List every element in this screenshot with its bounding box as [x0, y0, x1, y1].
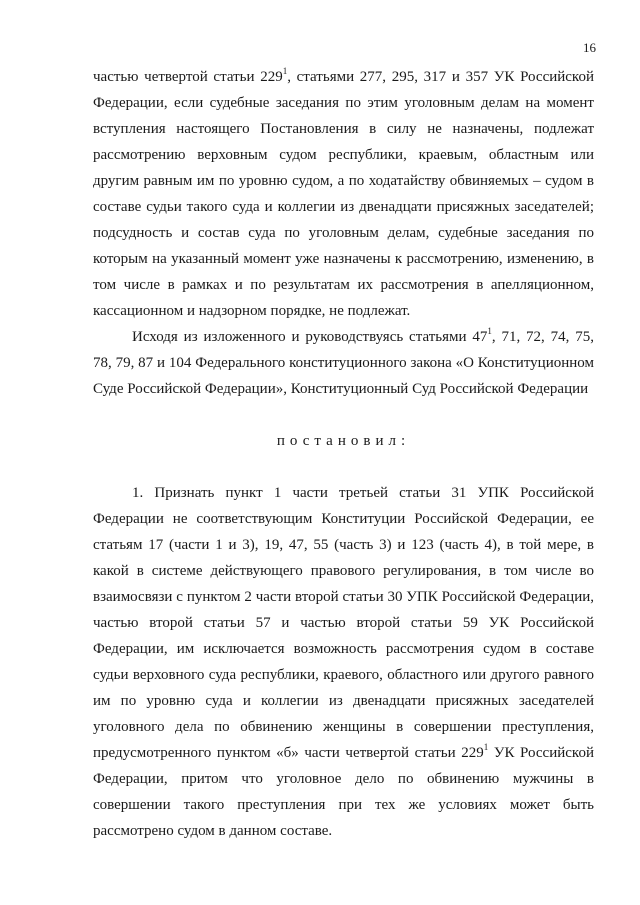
spacer — [93, 402, 594, 428]
text-segment: УК Российской Федерации, притом что уголовное дело по обвинению мужчины в совершении такого преступления при тех же условиях может быть рассмотрено судом в данном составе. — [93, 745, 594, 839]
decision-heading: постановил: — [276, 433, 411, 449]
text-segment: Исходя из изложенного и руководствуясь статьями 47 — [132, 329, 488, 345]
text-segment: , статьями 277, 295, 317 и 357 УК Российской Федерации, если судебные заседания по этим уголовным делам на момент вступления настоящего Постановления в силу не назначены, подлежат рассмотрению верховным судом республики, краевым, областным или другим равным им по уровню судом, а по ходатайству обвиняемых – судом в составе судьи такого суда и коллегии из двенадцати присяжных заседателей; подсудность и состав суда по уголовным делам, судебные заседания по которым на указанный момент уже назначены к рассмотрению, изменению, в том числе в рамках и по результатам их рассмотрения в апелляционном, кассационном и надзорном порядке, не подлежат. — [93, 69, 594, 319]
superscript: 1 — [282, 66, 288, 76]
page-number: 16 — [583, 40, 596, 55]
spacer — [93, 454, 594, 480]
text-segment: , 71, 72, 74, 75, 78, 79, 87 и 104 Федерального конституционного закона «О Конституционном Суде Российской Федерации», Конституционный Суд Российской Федерации — [93, 329, 594, 397]
text-segment: частью четвертой статьи 229 — [93, 69, 283, 85]
resolution-item-1 — [93, 480, 594, 844]
superscript: 1 — [483, 742, 489, 752]
text-segment: 1. Признать пункт 1 части третьей статьи 31 УПК Российской Федерации не соответствующим Конституции Российской Федерации, ее статьям 17 (части 1 и 3), 19, 47, 55 (часть 3) и 123 (часть 4), в той мере, в какой в системе действующего правового регулирования, в том числе во взаимосвязи с пунктом 2 части второй статьи 30 УПК Российской Федерации, частью второй статьи 57 и частью второй статьи 59 УК Российской Федерации, им исключается возможность рассмотрения судом в составе судьи верховного суда республики, краевого, областного или другого равного им по уровню суда и коллегии из двенадцати присяжных заседателей уголовного дела по обвинению женщины в совершении преступления, предусмотренного пунктом «б» части четвертой статьи 229 — [93, 485, 594, 761]
superscript: 1 — [487, 326, 492, 336]
paragraph-basis — [93, 324, 594, 402]
paragraph-continuation — [93, 64, 594, 324]
document-body — [93, 64, 594, 844]
